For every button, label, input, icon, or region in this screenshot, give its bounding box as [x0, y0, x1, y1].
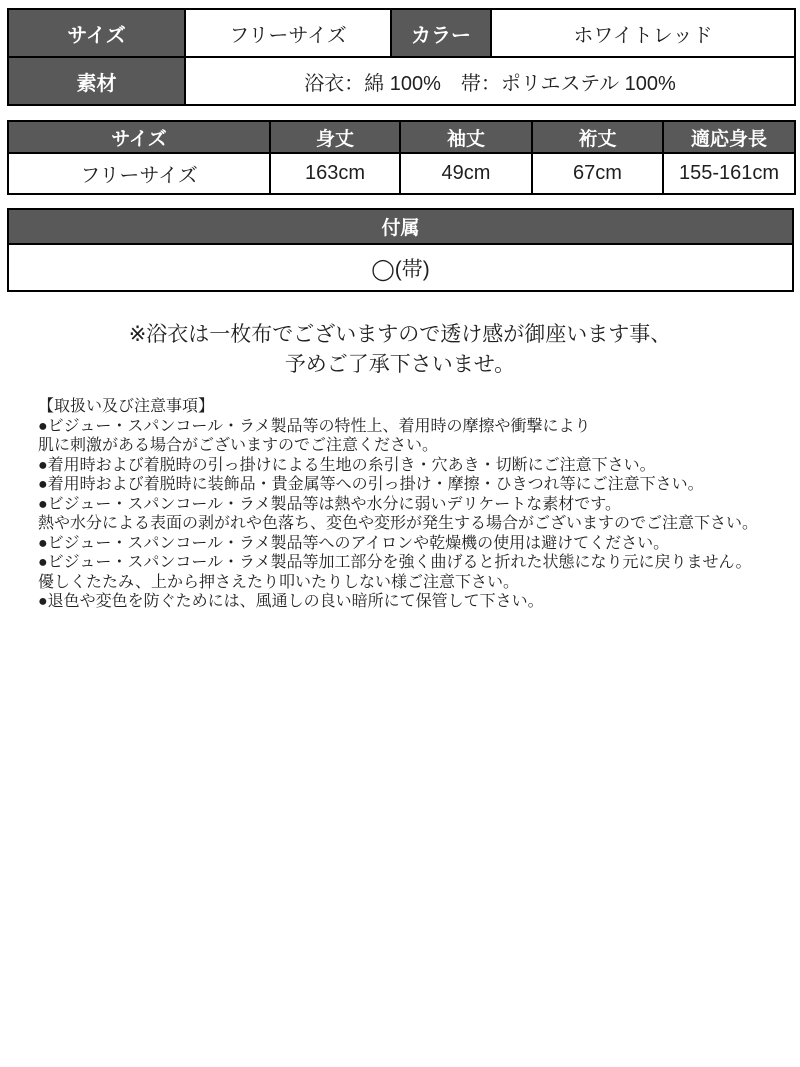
care-line: ●着用時および着脱時に装飾品・貴金属等への引っ掛け・摩擦・ひきつれ等にご注意下さい。	[38, 476, 704, 493]
measure-header-fit-height: 適応身長	[663, 121, 795, 153]
care-title: 【取扱い及び注意事項】	[38, 398, 215, 415]
measure-header-sleeve-length: 袖丈	[400, 121, 532, 153]
color-label-cell: カラー	[391, 9, 491, 57]
measure-value-fit-height: 155-161cm	[663, 153, 795, 194]
accessories-header-cell: 付属	[8, 209, 793, 244]
care-line: ●ビジュー・スパンコール・ラメ製品等は熱や水分に弱いデリケートな素材です。	[38, 495, 621, 513]
notice-line-1: ※浴衣は一枚布でございますので透け感が御座います事、	[128, 323, 672, 346]
spec-table	[7, 8, 796, 106]
measure-header-yuki-length: 裄丈	[532, 121, 663, 153]
spec-row-material	[8, 57, 795, 105]
measurements-header-row	[8, 121, 795, 153]
accessories-value-cell: ◯(帯)	[8, 244, 793, 291]
care-line: ●ビジュー・スパンコール・ラメ製品等へのアイロンや乾燥機の使用は避けてください。	[38, 534, 670, 552]
measure-value-yuki-length: 67cm	[532, 153, 663, 194]
notice-line-2: 予めご了承下さいませ。	[284, 353, 516, 376]
accessories-header-row	[8, 209, 793, 244]
color-value-cell: ホワイトレッド	[491, 9, 795, 57]
measure-value-body-length: 163cm	[270, 153, 400, 194]
accessories-table	[7, 208, 794, 292]
material-value-cell: 浴衣：綿 100% 帯：ポリエステル 100%	[185, 57, 795, 105]
care-line: ●退色や変色を防ぐためには、風通しの良い暗所にて保管して下さい。	[38, 593, 544, 610]
accessories-data-row	[8, 244, 793, 291]
measurements-table	[7, 120, 796, 195]
care-line: ●ビジュー・スパンコール・ラメ製品等の特性上、着用時の摩擦や衝撃により	[38, 417, 591, 435]
sheerness-notice	[0, 320, 800, 380]
measure-header-body-length: 身丈	[270, 121, 400, 153]
size-label-cell: サイズ	[8, 9, 185, 57]
care-line: 熱や水分による表面の剥がれや色落ち、変色や変形が発生する場合がございますのでご注意下さい。	[38, 515, 759, 532]
measure-value-sleeve-length: 49cm	[400, 153, 532, 194]
care-line: ●ビジュー・スパンコール・ラメ製品等加工部分を強く曲げると折れた状態になり元に戻りません。	[38, 554, 752, 571]
measure-header-size: サイズ	[8, 121, 270, 153]
care-line: 優しくたたみ、上から押さえたり叩いたりしない様ご注意下さい。	[38, 573, 519, 591]
care-line: 肌に刺激がある場合がございますのでご注意ください。	[38, 437, 439, 454]
care-instructions	[38, 397, 782, 612]
care-line: ●着用時および着脱時の引っ掛けによる生地の糸引き・穴あき・切断にご注意下さい。	[38, 456, 656, 474]
measure-value-size: フリーサイズ	[8, 153, 270, 194]
material-label-cell: 素材	[8, 57, 185, 105]
measurements-data-row	[8, 153, 795, 194]
spec-row-size-color	[8, 9, 795, 57]
size-value-cell: フリーサイズ	[185, 9, 391, 57]
